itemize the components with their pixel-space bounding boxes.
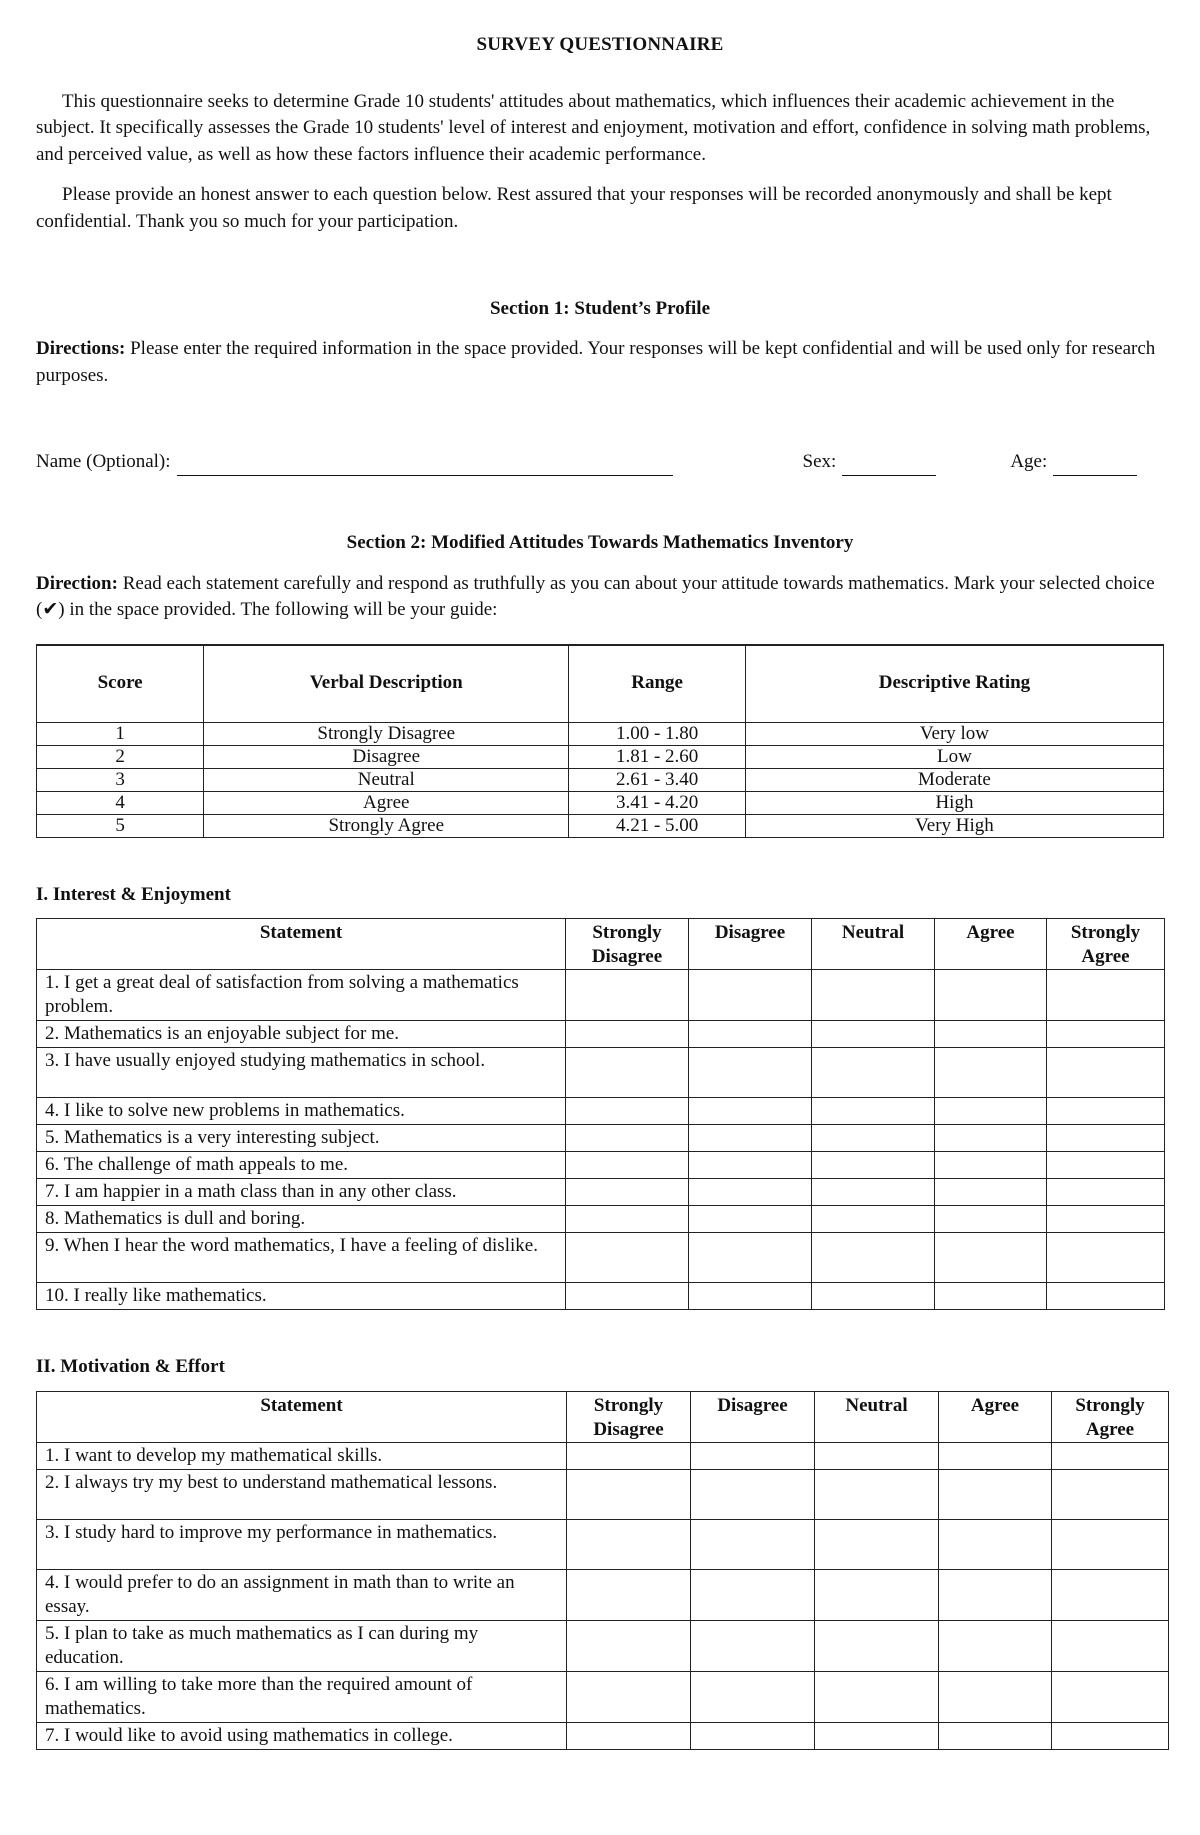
rating-header-row	[37, 1391, 1169, 1442]
table-row	[37, 1722, 1169, 1749]
choice-agree[interactable]	[935, 970, 1047, 1021]
scale-score: 1	[37, 722, 204, 745]
scale-header-row	[37, 645, 1164, 723]
statement-text: 7. I would like to avoid using mathematics in college.	[37, 1722, 567, 1749]
part1-title: I. Interest & Enjoyment	[36, 883, 231, 905]
statement-text: 4. I like to solve new problems in mathematics.	[37, 1098, 566, 1125]
choice-disagree[interactable]	[689, 1021, 812, 1048]
rating-scale-table	[36, 644, 1164, 838]
choice-strongly-disagree[interactable]	[567, 1519, 691, 1569]
rating-header-row	[37, 919, 1165, 970]
statement-text: 2. Mathematics is an enjoyable subject for me.	[37, 1021, 566, 1048]
scale-rating: Low	[745, 745, 1163, 768]
choice-agree[interactable]	[935, 1283, 1047, 1310]
header-strongly-agree: Strongly Agree	[1052, 1391, 1169, 1442]
choice-agree[interactable]	[935, 1206, 1047, 1233]
statement-text: 3. I have usually enjoyed studying mathematics in school.	[37, 1048, 566, 1098]
choice-disagree[interactable]	[689, 970, 812, 1021]
choice-strongly-disagree[interactable]	[567, 1442, 691, 1469]
profile-fields	[36, 449, 1164, 476]
scale-row	[37, 791, 1164, 814]
table-row	[37, 1152, 1165, 1179]
table-row	[37, 970, 1165, 1021]
age-field[interactable]	[1053, 457, 1137, 476]
choice-neutral[interactable]	[812, 1021, 935, 1048]
choice-neutral[interactable]	[815, 1469, 939, 1519]
statement-text: 4. I would prefer to do an assignment in math than to write an essay.	[37, 1569, 567, 1620]
scale-row	[37, 745, 1164, 768]
choice-strongly-disagree[interactable]	[566, 1283, 689, 1310]
choice-neutral[interactable]	[812, 1048, 935, 1098]
choice-strongly-disagree[interactable]	[566, 1233, 689, 1283]
scale-verbal: Strongly Disagree	[204, 722, 569, 745]
section2-directions	[36, 571, 1164, 624]
choice-strongly-disagree[interactable]	[567, 1569, 691, 1620]
choice-agree[interactable]	[935, 1233, 1047, 1283]
choice-neutral[interactable]	[812, 1283, 935, 1310]
choice-strongly-agree[interactable]	[1047, 1233, 1165, 1283]
statement-text: 7. I am happier in a math class than in any other class.	[37, 1179, 566, 1206]
choice-strongly-agree[interactable]	[1047, 1152, 1165, 1179]
table-row	[37, 1206, 1165, 1233]
statement-text: 1. I want to develop my mathematical skills.	[37, 1442, 567, 1469]
scale-row	[37, 768, 1164, 791]
choice-strongly-agree[interactable]	[1052, 1469, 1169, 1519]
section1-directions-text: Please enter the required information in the space provided. Your responses will be kept confidential and will be used only for research purposes.	[36, 338, 1156, 386]
choice-neutral[interactable]	[812, 1206, 935, 1233]
scale-header-score: Score	[37, 645, 204, 723]
header-disagree: Disagree	[689, 919, 812, 970]
section2-directions-label: Direction:	[36, 572, 118, 594]
scale-verbal: Agree	[204, 791, 569, 814]
choice-disagree[interactable]	[691, 1469, 815, 1519]
choice-neutral[interactable]	[815, 1671, 939, 1722]
scale-rating: Moderate	[745, 768, 1163, 791]
choice-disagree[interactable]	[689, 1283, 812, 1310]
choice-agree[interactable]	[935, 1048, 1047, 1098]
choice-agree[interactable]	[939, 1671, 1052, 1722]
scale-range: 2.61 - 3.40	[569, 768, 746, 791]
table-row	[37, 1620, 1169, 1671]
table-row	[37, 1021, 1165, 1048]
interest-enjoyment-table	[36, 918, 1165, 1310]
table-row	[37, 1469, 1169, 1519]
choice-strongly-disagree[interactable]	[566, 1048, 689, 1098]
table-row	[37, 1125, 1165, 1152]
header-agree: Agree	[935, 919, 1047, 970]
choice-strongly-disagree[interactable]	[567, 1469, 691, 1519]
choice-strongly-agree[interactable]	[1047, 1048, 1165, 1098]
scale-score: 2	[37, 745, 204, 768]
choice-neutral[interactable]	[815, 1569, 939, 1620]
choice-agree[interactable]	[939, 1442, 1052, 1469]
choice-agree[interactable]	[935, 1179, 1047, 1206]
scale-row	[37, 814, 1164, 837]
choice-neutral[interactable]	[815, 1442, 939, 1469]
scale-rating: High	[745, 791, 1163, 814]
header-disagree: Disagree	[691, 1391, 815, 1442]
choice-strongly-disagree[interactable]	[566, 1179, 689, 1206]
choice-agree[interactable]	[939, 1620, 1052, 1671]
statement-text: 10. I really like mathematics.	[37, 1283, 566, 1310]
table-row	[37, 1048, 1165, 1098]
choice-disagree[interactable]	[689, 1048, 812, 1098]
choice-strongly-agree[interactable]	[1047, 1098, 1165, 1125]
scale-rating: Very High	[745, 814, 1163, 837]
sex-label: Sex:	[802, 451, 837, 473]
sex-field[interactable]	[842, 457, 936, 476]
choice-strongly-agree[interactable]	[1047, 1206, 1165, 1233]
header-neutral: Neutral	[812, 919, 935, 970]
section2-title: Section 2: Modified Attitudes Towards Mathematics Inventory	[346, 531, 854, 553]
statement-text: 6. I am willing to take more than the required amount of mathematics.	[37, 1671, 567, 1722]
header-strongly-agree: Strongly Agree	[1047, 919, 1165, 970]
header-statement: Statement	[37, 919, 566, 970]
header-agree: Agree	[939, 1391, 1052, 1442]
header-statement: Statement	[37, 1391, 567, 1442]
statement-text: 3. I study hard to improve my performance in mathematics.	[37, 1519, 567, 1569]
choice-strongly-agree[interactable]	[1052, 1442, 1169, 1469]
choice-strongly-disagree[interactable]	[567, 1620, 691, 1671]
choice-strongly-agree[interactable]	[1052, 1569, 1169, 1620]
choice-agree[interactable]	[939, 1569, 1052, 1620]
choice-disagree[interactable]	[689, 1233, 812, 1283]
table-row	[37, 1519, 1169, 1569]
choice-neutral[interactable]	[812, 1098, 935, 1125]
choice-strongly-disagree[interactable]	[566, 1125, 689, 1152]
choice-agree[interactable]	[935, 1125, 1047, 1152]
choice-agree[interactable]	[935, 1098, 1047, 1125]
name-field[interactable]	[177, 457, 673, 476]
age-label: Age:	[1010, 451, 1048, 473]
choice-strongly-disagree[interactable]	[567, 1722, 691, 1749]
scale-verbal: Disagree	[204, 745, 569, 768]
scale-header-range: Range	[569, 645, 746, 723]
document-title: SURVEY QUESTIONNAIRE	[476, 34, 724, 55]
table-row	[37, 1442, 1169, 1469]
choice-strongly-agree[interactable]	[1047, 1179, 1165, 1206]
choice-strongly-disagree[interactable]	[566, 1021, 689, 1048]
section1-directions-label: Directions:	[36, 338, 126, 360]
choice-disagree[interactable]	[691, 1671, 815, 1722]
section1-directions	[36, 336, 1164, 389]
table-row	[37, 1671, 1169, 1722]
choice-neutral[interactable]	[815, 1620, 939, 1671]
statement-text: 1. I get a great deal of satisfaction from solving a mathematics problem.	[37, 970, 566, 1021]
choice-neutral[interactable]	[812, 1152, 935, 1179]
header-strongly-disagree: Strongly Disagree	[567, 1391, 691, 1442]
choice-neutral[interactable]	[812, 1125, 935, 1152]
statement-text: 5. I plan to take as much mathematics as I can during my education.	[37, 1620, 567, 1671]
scale-rating: Very low	[745, 722, 1163, 745]
choice-disagree[interactable]	[689, 1125, 812, 1152]
scale-range: 3.41 - 4.20	[569, 791, 746, 814]
choice-strongly-agree[interactable]	[1047, 1283, 1165, 1310]
choice-strongly-disagree[interactable]	[567, 1671, 691, 1722]
choice-agree[interactable]	[939, 1722, 1052, 1749]
motivation-effort-table	[36, 1391, 1169, 1750]
choice-strongly-agree[interactable]	[1047, 1021, 1165, 1048]
choice-neutral[interactable]	[812, 970, 935, 1021]
choice-disagree[interactable]	[689, 1098, 812, 1125]
scale-score: 3	[37, 768, 204, 791]
section1-title: Section 1: Student’s Profile	[489, 297, 711, 319]
scale-range: 4.21 - 5.00	[569, 814, 746, 837]
header-neutral: Neutral	[815, 1391, 939, 1442]
choice-strongly-disagree[interactable]	[566, 970, 689, 1021]
choice-agree[interactable]	[939, 1519, 1052, 1569]
table-row	[37, 1233, 1165, 1283]
choice-strongly-agree[interactable]	[1047, 1125, 1165, 1152]
choice-disagree[interactable]	[689, 1179, 812, 1206]
scale-score: 5	[37, 814, 204, 837]
choice-strongly-agree[interactable]	[1052, 1620, 1169, 1671]
table-row	[37, 1283, 1165, 1310]
choice-disagree[interactable]	[691, 1519, 815, 1569]
table-row	[37, 1569, 1169, 1620]
choice-strongly-agree[interactable]	[1052, 1722, 1169, 1749]
choice-disagree[interactable]	[689, 1152, 812, 1179]
statement-text: 5. Mathematics is a very interesting subject.	[37, 1125, 566, 1152]
scale-row	[37, 722, 1164, 745]
choice-disagree[interactable]	[689, 1206, 812, 1233]
choice-neutral[interactable]	[812, 1179, 935, 1206]
statement-text: 6. The challenge of math appeals to me.	[37, 1152, 566, 1179]
choice-strongly-agree[interactable]	[1052, 1519, 1169, 1569]
choice-strongly-disagree[interactable]	[566, 1098, 689, 1125]
table-row	[37, 1179, 1165, 1206]
scale-score: 4	[37, 791, 204, 814]
choice-agree[interactable]	[935, 1021, 1047, 1048]
scale-range: 1.81 - 2.60	[569, 745, 746, 768]
choice-strongly-disagree[interactable]	[566, 1152, 689, 1179]
scale-verbal: Strongly Agree	[204, 814, 569, 837]
statement-text: 9. When I hear the word mathematics, I have a feeling of dislike.	[37, 1233, 566, 1283]
part2-title: II. Motivation & Effort	[36, 1356, 225, 1378]
choice-neutral[interactable]	[812, 1233, 935, 1283]
scale-verbal: Neutral	[204, 768, 569, 791]
choice-neutral[interactable]	[815, 1519, 939, 1569]
choice-strongly-disagree[interactable]	[566, 1206, 689, 1233]
section2-directions-text: Read each statement carefully and respond as truthfully as you can about your attitude towards mathematics. Mark your selected choice (✔) in the space provided. The following will be your guide:	[36, 572, 1155, 621]
header-strongly-disagree: Strongly Disagree	[566, 919, 689, 970]
name-label: Name (Optional):	[36, 451, 171, 473]
statement-text: 2. I always try my best to understand mathematical lessons.	[37, 1469, 567, 1519]
choice-disagree[interactable]	[691, 1722, 815, 1749]
choice-strongly-agree[interactable]	[1047, 970, 1165, 1021]
intro-paragraph-1: This questionnaire seeks to determine Grade 10 students' attitudes about mathematics, which influences their academic achievement in the subject. It specifically assesses the Grade 10 students' level of interest and enjoyment, motivation and effort, confidence in solving math problems, and perceived value, as well as how these factors influence their academic performance.	[36, 90, 1151, 165]
intro-paragraph-2: Please provide an honest answer to each question below. Rest assured that your responses will be recorded anonymously and shall be kept confidential. Thank you so much for your participation.	[36, 184, 1112, 232]
choice-strongly-agree[interactable]	[1052, 1671, 1169, 1722]
table-row	[37, 1098, 1165, 1125]
choice-neutral[interactable]	[815, 1722, 939, 1749]
choice-agree[interactable]	[935, 1152, 1047, 1179]
scale-header-rating: Descriptive Rating	[745, 645, 1163, 723]
scale-header-verbal: Verbal Description	[204, 645, 569, 723]
choice-disagree[interactable]	[691, 1620, 815, 1671]
choice-disagree[interactable]	[691, 1442, 815, 1469]
scale-range: 1.00 - 1.80	[569, 722, 746, 745]
choice-disagree[interactable]	[691, 1569, 815, 1620]
choice-agree[interactable]	[939, 1469, 1052, 1519]
statement-text: 8. Mathematics is dull and boring.	[37, 1206, 566, 1233]
